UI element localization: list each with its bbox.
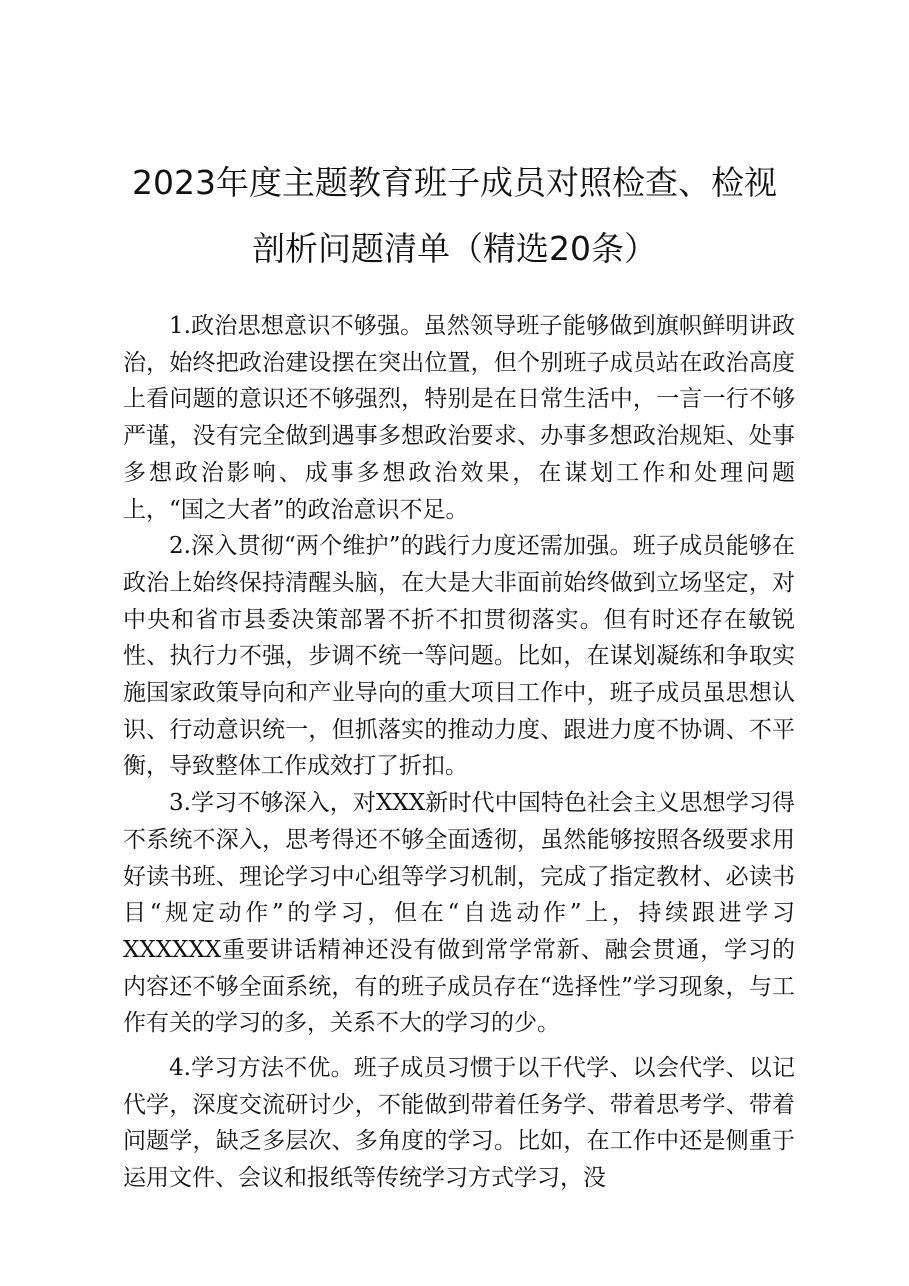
paragraph-3: 3.学习不够深入，对XXX新时代中国特色社会主义思想学习得不系统不深入，思考得还不够全面透彻，虽然能够按照各级要求用好读书班、理论学习中心组等学习机制，完成了指定教材、必读书目“规定动作”的学习，但在“自选动作”上，持续跟进学习XXXXXX重要讲话精神还没有做到常学常新、融会贯通，学习的内容还不够全面系统，有的班子成员存在“选择性”学习现象，与工作有关的学习的多，关系不大的学习的少。 xyxy=(123,790,795,1037)
document-body xyxy=(123,308,795,1197)
document-title-line-2: 剖析问题清单（精选20条） xyxy=(252,229,657,268)
paragraph-1: 1.政治思想意识不够强。虽然领导班子能够做到旗帜鲜明讲政治，始终把政治建设摆在突出位置，但个别班子成员站在政治高度上看问题的意识还不够强烈，特别是在日常生活中，一言一行不够严谨，没有完全做到遇事多想政治要求、办事多想政治规矩、处事多想政治影响、成事多想政治效果，在谋划工作和处理问题上，“国之大者”的政治意识不足。 xyxy=(123,313,795,523)
paragraph-4: 4.学习方法不优。班子成员习惯于以干代学、以会代学、以记代学，深度交流研讨少，不能做到带着任务学、带着思考学、带着问题学，缺乏多层次、多角度的学习。比如，在工作中还是侧重于运用文件、会议和报纸等传统学习方式学习，没 xyxy=(123,1055,795,1192)
paragraph-2: 2.深入贯彻“两个维护”的践行力度还需加强。班子成员能够在政治上始终保持清醒头脑，在大是大非面前始终做到立场坚定，对中央和省市县委决策部署不折不扣贯彻落实。但有时还存在敏锐性、执行力不强，步调不统一等问题。比如，在谋划凝练和争取实施国家政策导向和产业导向的重大项目工作中，班子成员虽思想认识、行动意识统一，但抓落实的推动力度、跟进力度不协调、不平衡，导致整体工作成效打了折扣。 xyxy=(123,533,795,780)
document-title-line-1: 2023年度主题教育班子成员对照检查、检视 xyxy=(132,163,777,202)
